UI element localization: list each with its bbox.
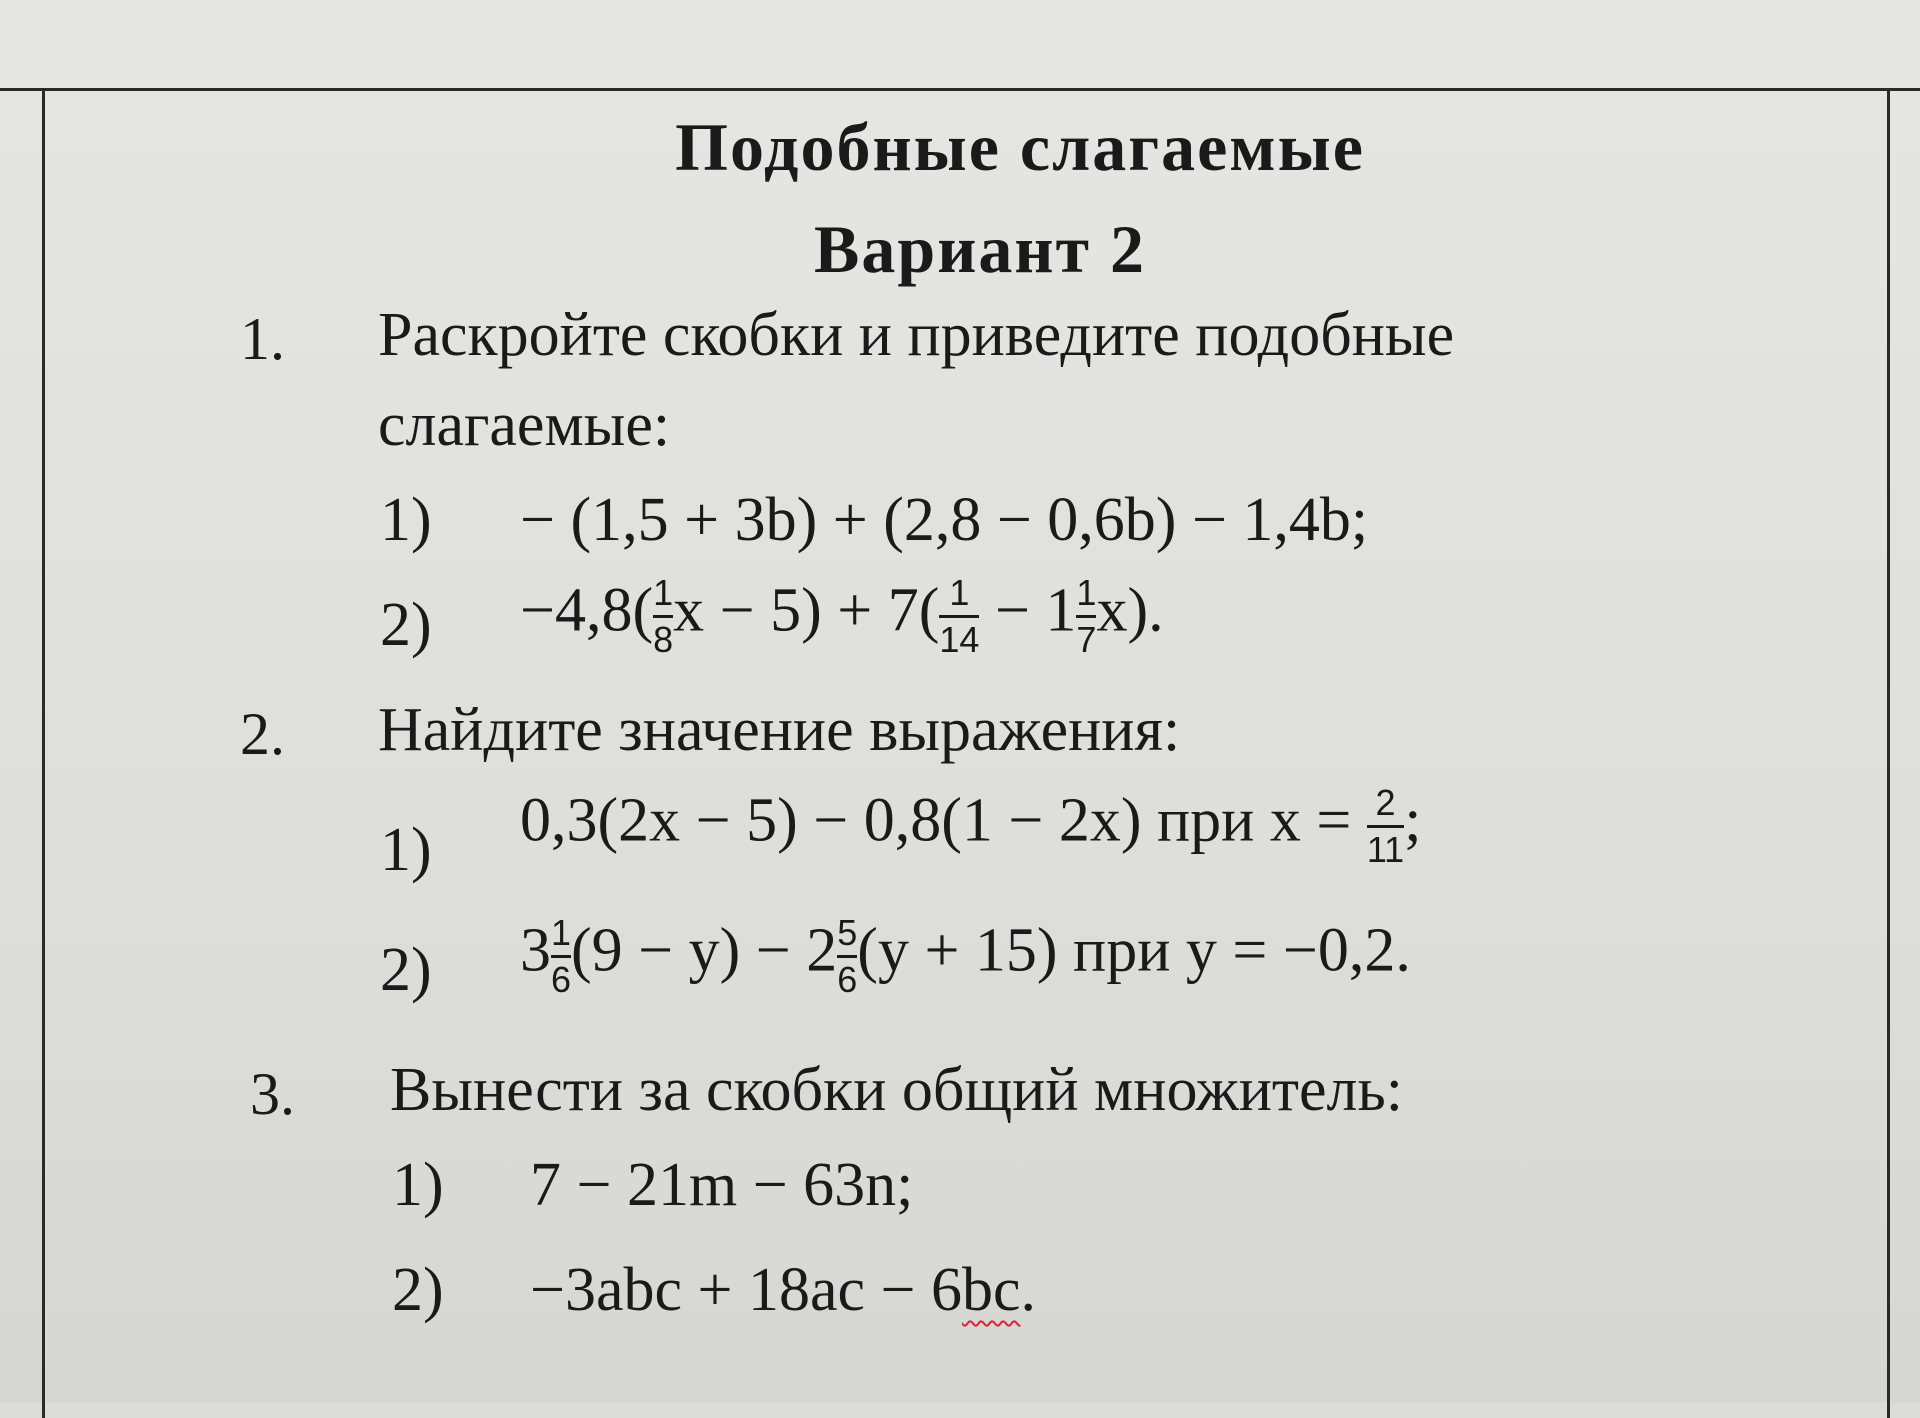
fraction-one-sixth: [551, 912, 572, 1000]
expr-part: ;: [1404, 786, 1422, 855]
fraction-two-elevenths: [1366, 782, 1405, 870]
fraction-five-sixths: [837, 912, 858, 1000]
worksheet-title: Подобные слагаемые: [675, 109, 1365, 185]
fraction-numerator: 1: [551, 915, 571, 958]
expr-part: 0,3(2x − 5) − 0,8(1 − 2x) при x =: [520, 786, 1367, 855]
task-1-item-1-expression: − (1,5 + 3b) + (2,8 − 0,6b) − 1,4b;: [520, 486, 1369, 554]
task-1-text-line2: слагаемые:: [378, 391, 671, 459]
spellcheck-underlined-term: bc: [961, 1256, 1021, 1324]
fraction-numerator: 1: [939, 575, 979, 618]
task-1-item-2-expression: [520, 572, 1164, 660]
fraction-denominator: 8: [653, 619, 674, 660]
fraction-one-eighth: [653, 572, 674, 660]
expr-part: − 1: [979, 576, 1077, 645]
task-1-item-1-label: 1): [380, 486, 432, 554]
fraction-denominator: 14: [939, 619, 980, 660]
expr-part: .: [1020, 1256, 1037, 1324]
fraction-one-fourteenth: [939, 572, 980, 660]
expr-part: x − 5) + 7(: [673, 576, 940, 645]
task-1-text-line1: Раскройте скобки и приведите подобные: [378, 301, 1455, 369]
task-2-item-1-expression: [520, 782, 1422, 870]
expr-part: −4,8(: [520, 576, 654, 645]
task-2-item-2-label: 2): [380, 936, 432, 1004]
task-3-text: Вынести за скобки общий множитель:: [390, 1056, 1403, 1124]
expr-part: 3: [520, 916, 551, 985]
task-2-item-2-expression: [520, 912, 1411, 1000]
task-3-item-2-label: 2): [392, 1256, 444, 1324]
fraction-numerator: 1: [653, 575, 673, 618]
expr-part: (y + 15) при y = −0,2.: [857, 916, 1411, 985]
expr-part: x).: [1096, 576, 1164, 645]
fraction-numerator: 1: [1076, 575, 1096, 618]
fraction-denominator: 7: [1076, 619, 1097, 660]
task-3-item-1-label: 1): [392, 1151, 444, 1219]
fraction-numerator: 5: [837, 915, 857, 958]
fraction-one-seventh: [1076, 572, 1097, 660]
variant-label: Вариант 2: [814, 211, 1146, 287]
task-3-item-2-expression: [530, 1255, 1036, 1326]
fraction-numerator: 2: [1367, 785, 1404, 828]
fraction-denominator: 6: [551, 959, 572, 1000]
fraction-denominator: 11: [1366, 829, 1405, 870]
task-3-number: 3.: [250, 1061, 295, 1127]
task-2-text: Найдите значение выражения:: [378, 696, 1181, 764]
expr-part: −3abc + 18ac − 6: [530, 1256, 962, 1324]
task-1-number: 1.: [240, 306, 285, 372]
fraction-denominator: 6: [837, 959, 858, 1000]
task-2-item-1-label: 1): [380, 816, 432, 884]
task-2-number: 2.: [240, 701, 285, 767]
task-3-item-1-expression: 7 − 21m − 63n;: [530, 1151, 914, 1219]
task-1-item-2-label: 2): [380, 591, 432, 659]
expr-part: (9 − y) − 2: [571, 916, 838, 985]
